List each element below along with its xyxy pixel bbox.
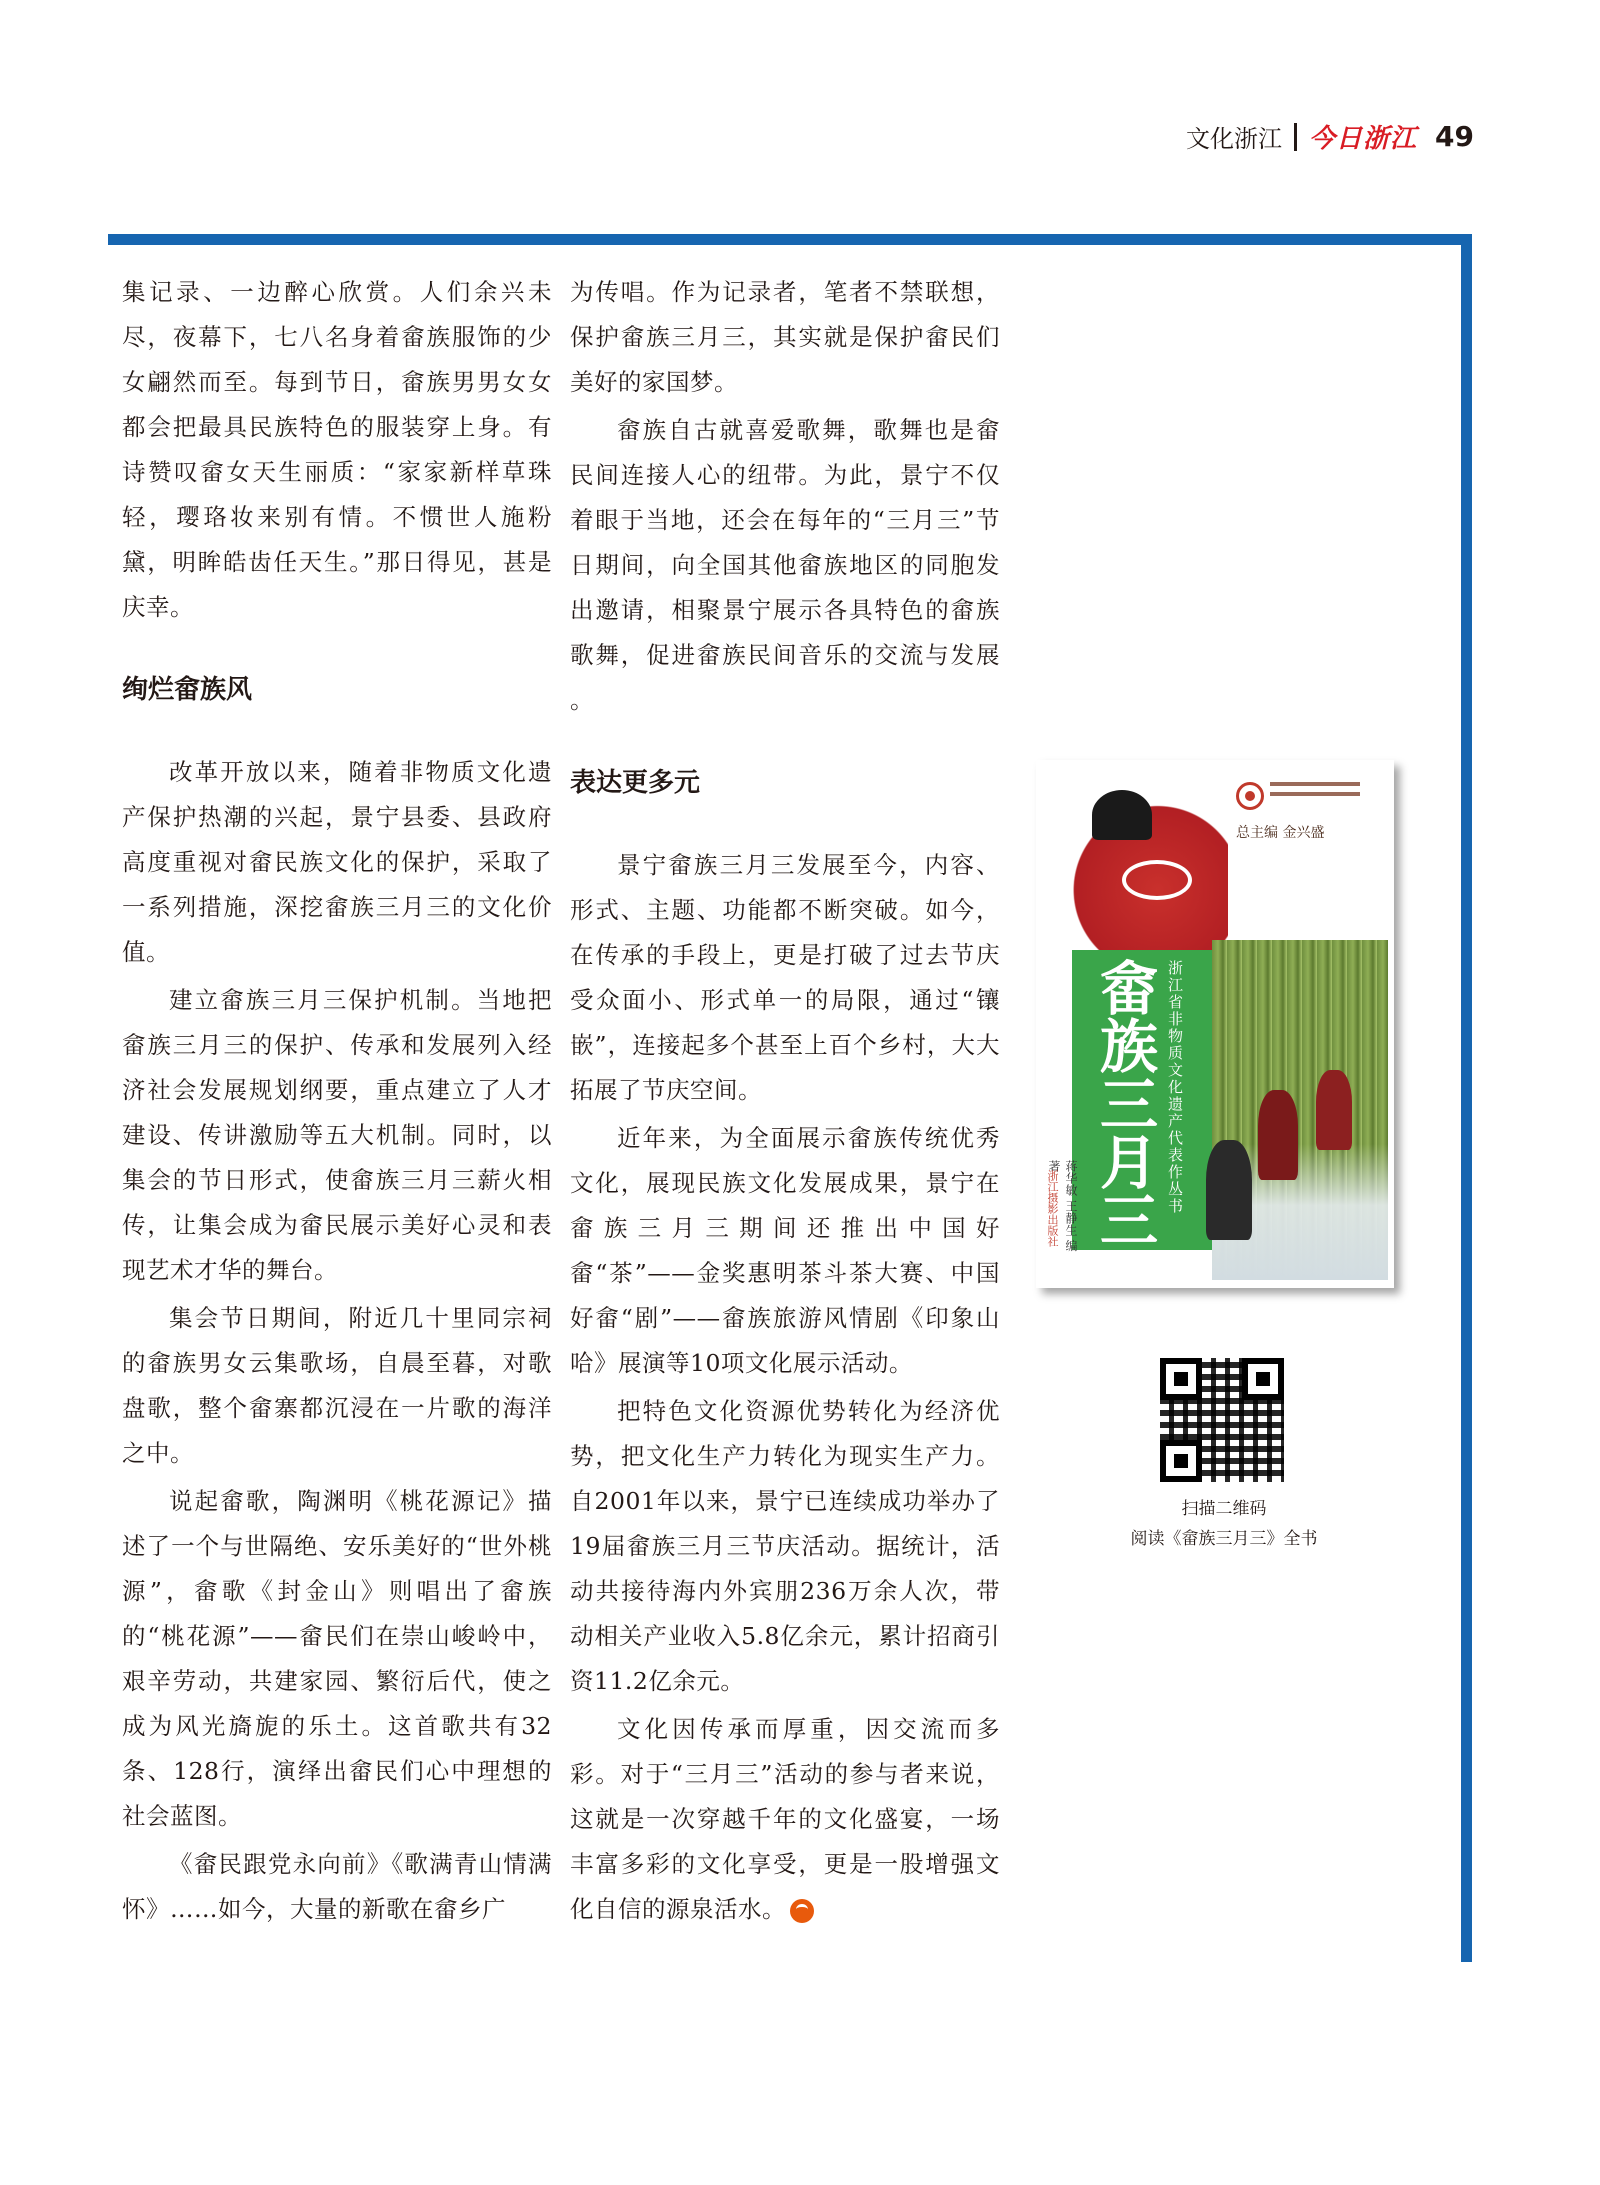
article-column-2 — [570, 270, 1000, 1935]
book-cover — [1036, 760, 1394, 1288]
cover-figure — [1258, 1090, 1298, 1180]
paragraph — [570, 1707, 1000, 1932]
qr-finder — [1160, 1440, 1202, 1482]
section-heading: 表达更多元 — [570, 768, 701, 798]
paragraph: 畲族自古就喜爱歌舞，歌舞也是畲民间连接人心的纽带。为此，景宁不仅着眼于当地，还会在每年的“三月三”节日期间，向全国其他畲族地区的同胞发出邀请，相聚景宁展示各具特色的畲族歌舞，促进畲族民间音乐的交流与发展 。 — [570, 416, 1000, 714]
page-header — [1186, 118, 1474, 155]
cover-editor: 总主编 金兴盛 — [1236, 825, 1325, 841]
section-heading: 绚烂畲族风 — [122, 675, 253, 705]
qr-caption-line-2: 阅读《畲族三月三》全书 — [1130, 1529, 1318, 1549]
paragraph: 景宁畲族三月三发展至今，内容、形式、主题、功能都不断突破。如今，在传承的手段上，更是打破了过去节庆受众面小、形式单一的局限，通过“镶嵌”，连接起多个甚至上百个乡村，大大拓展了节庆空间。 — [570, 851, 1000, 1104]
top-rule — [108, 234, 1472, 245]
paragraph: 集会节日期间，附近几十里同宗祠的畲族男女云集歌场，自晨至暮，对歌盘歌，整个畲寨都沉浸在一片歌的海洋之中。 — [122, 1304, 552, 1467]
paragraph: 为传唱。作为记录者，笔者不禁联想，保护畲族三月三，其实就是保护畲民们美好的家国梦。 — [570, 278, 1000, 396]
header-divider — [1294, 123, 1297, 151]
article-column-1 — [122, 270, 552, 1935]
paragraph-text: 文化因传承而厚重，因交流而多彩。对于“三月三”活动的参与者来说，这就是一次穿越千年的文化盛宴，一场丰富多彩的文化享受，更是一股增强文化自信的源泉活水。 — [570, 1715, 1000, 1923]
paragraph: 《畲民跟党永向前》《歌满青山情满怀》……如今，大量的新歌在畲乡广 — [122, 1850, 552, 1923]
page-number: 49 — [1435, 120, 1474, 153]
paragraph: 建立畲族三月三保护机制。当地把畲族三月三的保护、传承和发展列入经济社会发展规划纲要，重点建立了人才建设、传讲激励等五大机制。同时，以集会的节日形式，使畲族三月三薪火相传，让集会成为畲民展示美好心灵和表现艺术才华的舞台。 — [122, 986, 552, 1284]
cover-series: 浙江省非物质文化遗产代表作丛书 — [1166, 960, 1184, 1215]
paragraph: 集记录、一边醉心欣赏。人们余兴未尽，夜幕下，七八名身着畲族服饰的少女翩然而至。每到节日，畲族男男女女都会把最具民族特色的服装穿上身。有诗赞叹畲女天生丽质：“家家新样草珠轻，璎珞妆来别有情。不惯世人施粉黛，明眸皓齿任天生。”那日得见，甚是庆幸。 — [122, 278, 552, 621]
right-rule — [1461, 234, 1472, 1962]
end-mark-icon — [790, 1899, 814, 1923]
paragraph: 改革开放以来，随着非物质文化遗产保护热潮的兴起，景宁县委、县政府高度重视对畲民族文化的保护，采取了一系列措施，深挖畲族三月三的文化价值。 — [122, 758, 552, 966]
qr-code-icon[interactable] — [1160, 1358, 1284, 1482]
cover-figure — [1316, 1070, 1352, 1150]
cover-title: 畲族三月三 — [1090, 958, 1158, 1248]
cover-figure — [1206, 1140, 1252, 1240]
section-name: 文化浙江 — [1186, 125, 1283, 153]
qr-finder — [1160, 1358, 1202, 1400]
qr-finder — [1242, 1358, 1284, 1400]
paragraph: 近年来，为全面展示畲族传统优秀文化，展现民族文化发展成果，景宁在畲族三月三期间还推出中国好畲“茶”——金奖惠明茶斗茶大赛、中国好畲“剧”——畲族旅游风情剧《印象山哈》展演等10项文化展示活动。 — [570, 1124, 1000, 1377]
cover-press: 浙江摄影出版社 — [1046, 1170, 1059, 1247]
publisher-logo-lines — [1270, 782, 1360, 802]
masthead-logo: 今日浙江 — [1309, 124, 1418, 154]
publisher-emblem-icon — [1236, 782, 1264, 810]
qr-caption-line-1: 扫描二维码 — [1181, 1499, 1267, 1519]
cover-authors: 蒋华敏 王静生 编著 — [1047, 1160, 1078, 1252]
paragraph: 说起畲歌，陶渊明《桃花源记》描述了一个与世隔绝、安乐美好的“世外桃源”，畲歌《封金山》则唱出了畲族的“桃花源”——畲民们在崇山峻岭中，艰辛劳动，共建家园、繁衍后代，使之成为风光旖旎的乐土。这首歌共有32条、128行，演绎出畲民们心中理想的社会蓝图。 — [122, 1487, 552, 1830]
paragraph: 把特色文化资源优势转化为经济优势，把文化生产力转化为现实生产力。自2001年以来，景宁已连续成功举办了19届畲族三月三节庆活动。据统计，活动共接待海内外宾朋236万余人次，带动相关产业收入5.8亿余元，累计招商引资11.2亿余元。 — [570, 1397, 1000, 1695]
qr-caption — [1104, 1494, 1344, 1554]
butterfly-ornament-icon — [1052, 800, 1228, 950]
